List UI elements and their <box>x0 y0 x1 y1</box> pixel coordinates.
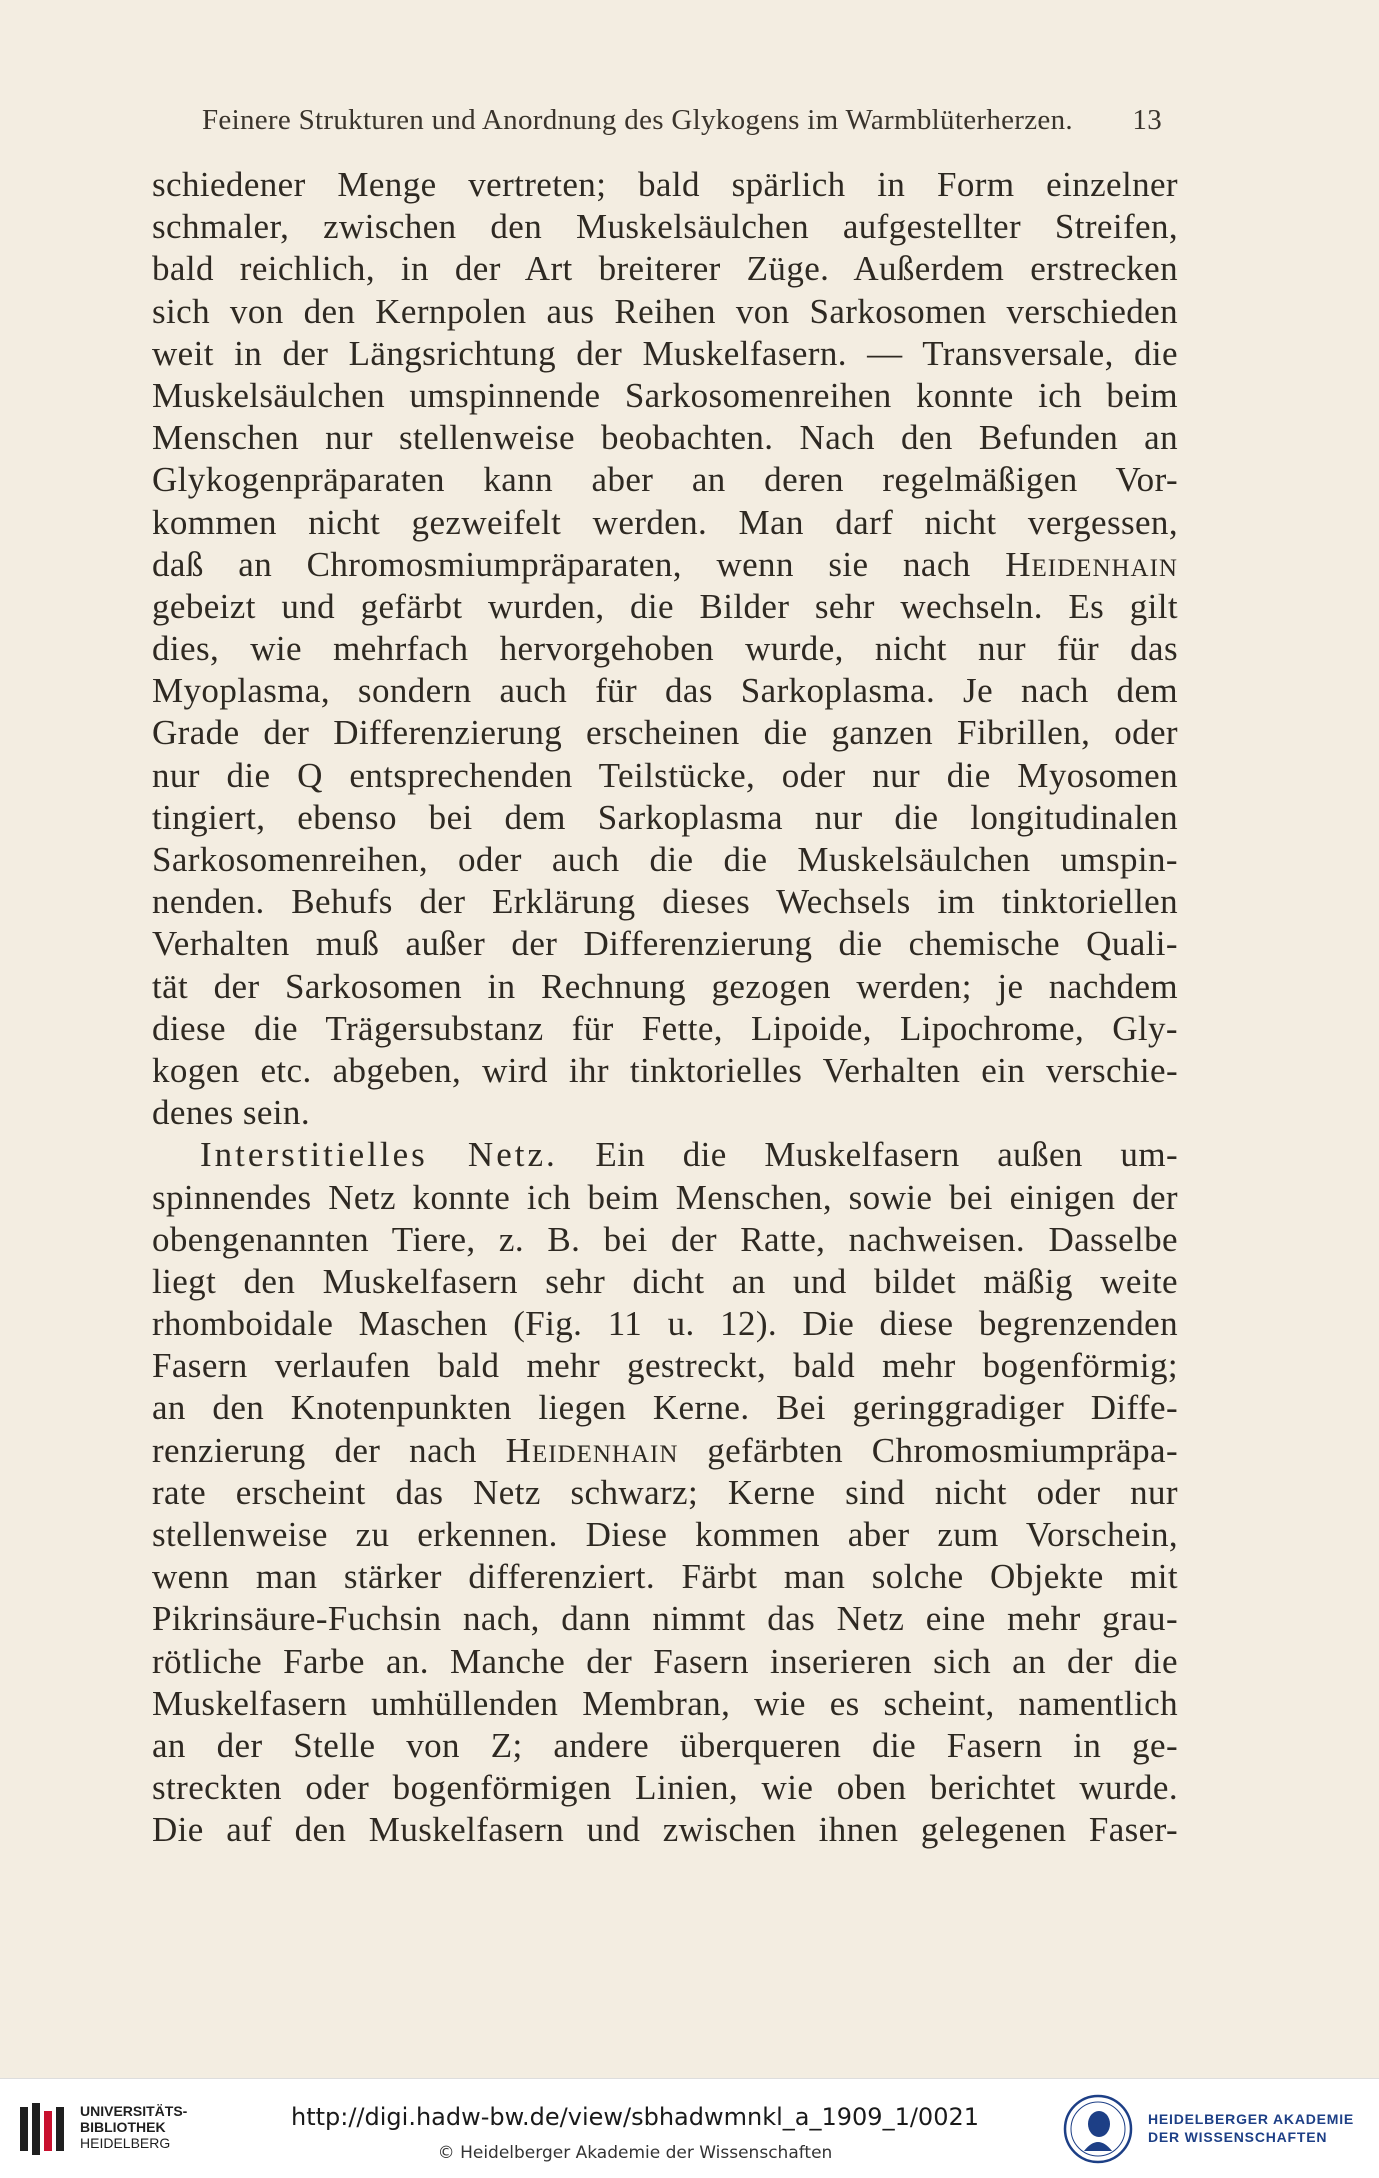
text-line: Muskelsäulchen umspinnende Sarkosomenreihen konnte ich beim <box>152 375 1178 415</box>
text-line: Muskelfasern umhüllenden Membran, wie es scheint, namentlich <box>152 1683 1178 1723</box>
text-line <box>152 1134 1178 1176</box>
text-line <box>152 544 1178 586</box>
academy-name <box>1148 2110 1354 2146</box>
text-line: wenn man stärker differenziert. Färbt man solche Objekte mit <box>152 1557 1178 1597</box>
text-line: Die auf den Muskelfasern und zwischen ihnen gelegenen Faser- <box>152 1810 1178 1850</box>
text-line <box>152 1430 1178 1472</box>
text-line: sich von den Kernpolen aus Reihen von Sarkosomen verschieden <box>152 291 1178 331</box>
text-line: spinnendes Netz konnte ich beim Menschen, sowie bei einigen der <box>152 1177 1178 1217</box>
text-line: schmaler, zwischen den Muskelsäulchen aufgestellter Streifen, <box>152 207 1178 247</box>
text-line: Menschen nur stellenweise beobachten. Nach den Befunden an <box>152 418 1178 458</box>
text-line: nenden. Behufs der Erklärung dieses Wechsels im tinktoriellen <box>152 882 1178 922</box>
text-line: weit in der Längsrichtung der Muskelfasern. — Transversale, die <box>152 333 1178 373</box>
permalink-url[interactable]: http://digi.hadw-bw.de/view/sbhadwmnkl_a_1909_1/0021 <box>290 2103 980 2131</box>
text-line: Fasern verlaufen bald mehr gestreckt, bald mehr bogenförmig; <box>152 1346 1178 1386</box>
text-line: obengenannten Tiere, z. B. bei der Ratte, nachweisen. Dasselbe <box>152 1219 1178 1259</box>
text-line: kommen nicht gezweifelt werden. Man darf nicht vergessen, <box>152 502 1178 542</box>
copyright-notice: © Heidelberger Akademie der Wissenschaften <box>437 2143 833 2163</box>
university-library-logo-icon <box>18 2101 66 2157</box>
academy-line: DER WISSENSCHAFTEN <box>1148 2129 1328 2145</box>
academy-line: HEIDELBERGER AKADEMIE <box>1148 2111 1355 2127</box>
text-line: an der Stelle von Z; andere überqueren die Fasern in ge- <box>152 1725 1178 1765</box>
text-segment: daß an Chromosmiumpräparaten, wenn sie nach <box>152 544 971 584</box>
academy-seal-icon <box>1062 2093 1134 2165</box>
text-line: bald reichlich, in der Art breiterer Züge. Außerdem erstrecken <box>152 249 1178 289</box>
text-line: liegt den Muskelfasern sehr dicht an und bildet mäßig weite <box>152 1261 1178 1301</box>
text-segment: renzierung der nach <box>152 1430 477 1470</box>
text-line: Myoplasma, sondern auch für das Sarkoplasma. Je nach dem <box>152 671 1178 711</box>
text-line: nur die Q entsprechenden Teilstücke, oder nur die Myosomen <box>152 755 1178 795</box>
page-number: 13 <box>1132 104 1162 136</box>
text-line: rhomboidale Maschen (Fig. 11 u. 12). Die diese begrenzenden <box>152 1304 1178 1344</box>
library-line: UNIVERSITÄTS- <box>80 2103 188 2119</box>
text-line: Pikrinsäure-Fuchsin nach, dann nimmt das Netz eine mehr grau- <box>152 1599 1178 1639</box>
text-line: Grade der Differenzierung erscheinen die ganzen Fibrillen, oder <box>152 713 1178 753</box>
library-line: BIBLIOTHEK <box>80 2119 166 2135</box>
section-heading: Interstitielles Netz. <box>200 1135 558 1175</box>
text-line: Verhalten muß außer der Differenzierung die chemische Quali- <box>152 924 1178 964</box>
text-segment: Ein die Muskelfasern außen um- <box>595 1135 1178 1175</box>
running-head-title: Feinere Strukturen und Anordnung des Glykogens im Warmblüterherzen. <box>202 104 1073 136</box>
text-line: stellenweise zu erkennen. Diese kommen aber zum Vorschein, <box>152 1515 1178 1554</box>
footer-bar <box>0 2078 1379 2178</box>
text-line: diese die Trägersubstanz für Fette, Lipoide, Lipochrome, Gly- <box>152 1008 1178 1048</box>
text-line: rötliche Farbe an. Manche der Fasern inserieren sich an der die <box>152 1641 1178 1681</box>
body-text <box>152 164 1178 1852</box>
text-line: rate erscheint das Netz schwarz; Kerne sind nicht oder nur <box>152 1472 1178 1512</box>
author-name-heidenhain: Heidenhain <box>505 1430 679 1470</box>
text-line: gebeizt und gefärbt wurden, die Bilder sehr wechseln. Es gilt <box>152 586 1178 626</box>
library-name <box>80 2103 187 2151</box>
text-segment: gefärbten Chromosmiumpräpa- <box>707 1430 1179 1470</box>
text-line: schiedener Menge vertreten; bald spärlich in Form einzelner <box>152 165 1178 204</box>
text-line: kogen etc. abgeben, wird ihr tinktorielles Verhalten ein verschie- <box>152 1050 1178 1090</box>
text-line: tät der Sarkosomen in Rechnung gezogen werden; je nachdem <box>152 966 1178 1006</box>
text-line: streckten oder bogenförmigen Linien, wie oben berichtet wurde. <box>152 1768 1178 1808</box>
text-line: Sarkosomenreihen, oder auch die die Muskelsäulchen umspin- <box>152 840 1178 879</box>
text-line: an den Knotenpunkten liegen Kerne. Bei geringgradiger Diffe- <box>152 1388 1178 1428</box>
text-line: tingiert, ebenso bei dem Sarkoplasma nur die longitudinalen <box>152 797 1178 837</box>
text-line: Glykogenpräparaten kann aber an deren regelmäßigen Vor- <box>152 460 1178 500</box>
text-line: dies, wie mehrfach hervorgehoben wurde, nicht nur für das <box>152 629 1178 669</box>
author-name-heidenhain: Heidenhain <box>1005 544 1178 584</box>
library-line: HEIDELBERG <box>80 2135 171 2151</box>
text-line: denes sein. <box>152 1093 310 1133</box>
